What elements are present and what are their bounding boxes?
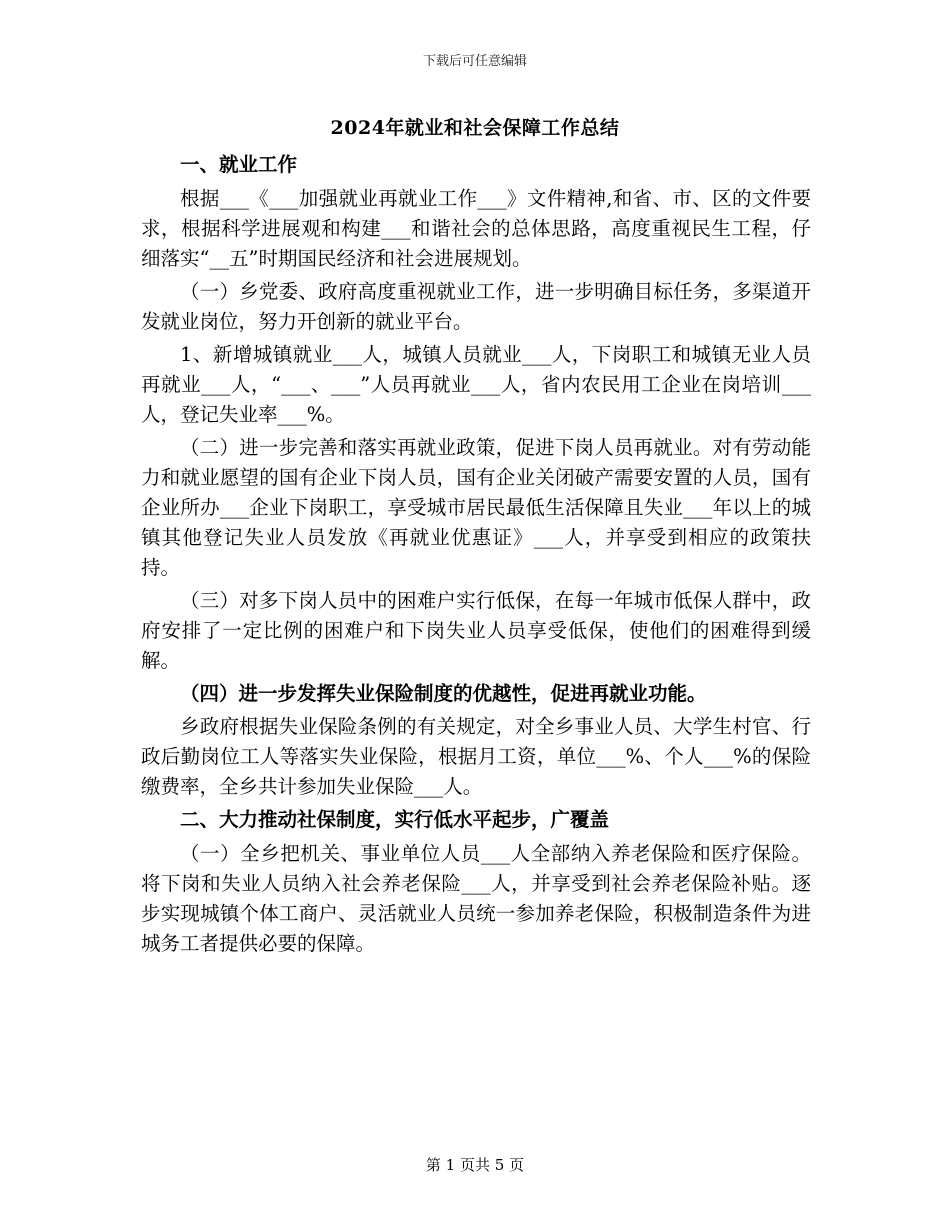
body-paragraph: （三）对多下岗人员中的困难户实行低保，在每一年城市低保人群中，政府安排了一定比例的困难户和下岗失业人员享受低保，使他们的困难得到缓解。 (141, 589, 811, 672)
body-paragraph: （二）进一步完善和落实再就业政策，促进下岗人员再就业。对有劳动能力和就业愿望的国有企业下岗人员，国有企业关闭破产需要安置的人员，国有企业所办___企业下岗职工，享受城市居民最低生活保障且失业___年以上的城镇其他登记失业人员发放《再就业优惠证》___人，并享受到相应的政策扶持。 (141, 436, 811, 579)
header-note: 下载后可任意编辑 (422, 54, 527, 69)
body-paragraph: 乡政府根据失业保险条例的有关规定，对全乡事业人员、大学生村官、行政后勤岗位工人等落实失业保险，根据月工资，单位___%、个人___%的保险缴费率，全乡共计参加失业保险___人。 (141, 715, 811, 798)
body-paragraph: 1、新增城镇就业___人，城镇人员就业___人，下岗职工和城镇无业人员再就业___人，“___、___”人员再就业___人，省内农民用工企业在岗培训___人，登记失业率___%。 (141, 343, 811, 426)
page-indicator: 第 1 页共 5 页 (425, 1156, 525, 1174)
body-paragraph: （一）乡党委、政府高度重视就业工作，进一步明确目标任务，多渠道开发就业岗位，努力开创新的就业平台。 (141, 280, 811, 333)
document-title: 2024年就业和社会保障工作总结 (330, 117, 620, 139)
body-paragraph: （一）全乡把机关、事业单位人员___人全部纳入养老保险和医疗保险。将下岗和失业人员纳入社会养老保险___人，并享受到社会养老保险补贴。逐步实现城镇个体工商户、灵活就业人员统一参加养老保险，积极制造条件为进城务工者提供必要的保障。 (141, 842, 811, 955)
body-paragraph: 根据___《___加强就业再就业工作___》文件精神,和省、市、区的文件要求，根据科学进展观和构建___和谐社会的总体思路，高度重视民生工程，仔细落实“__五”时期国民经济和社会进展规划。 (141, 187, 811, 270)
section-heading-employment: 一、就业工作 (180, 153, 298, 176)
document-body (141, 150, 811, 962)
bold-subheading: （四）进一步发挥失业保险制度的优越性，促进再就业功能。 (180, 682, 707, 705)
section-heading-social-security: 二、大力推动社保制度，实行低水平起步，广覆盖 (180, 808, 610, 831)
